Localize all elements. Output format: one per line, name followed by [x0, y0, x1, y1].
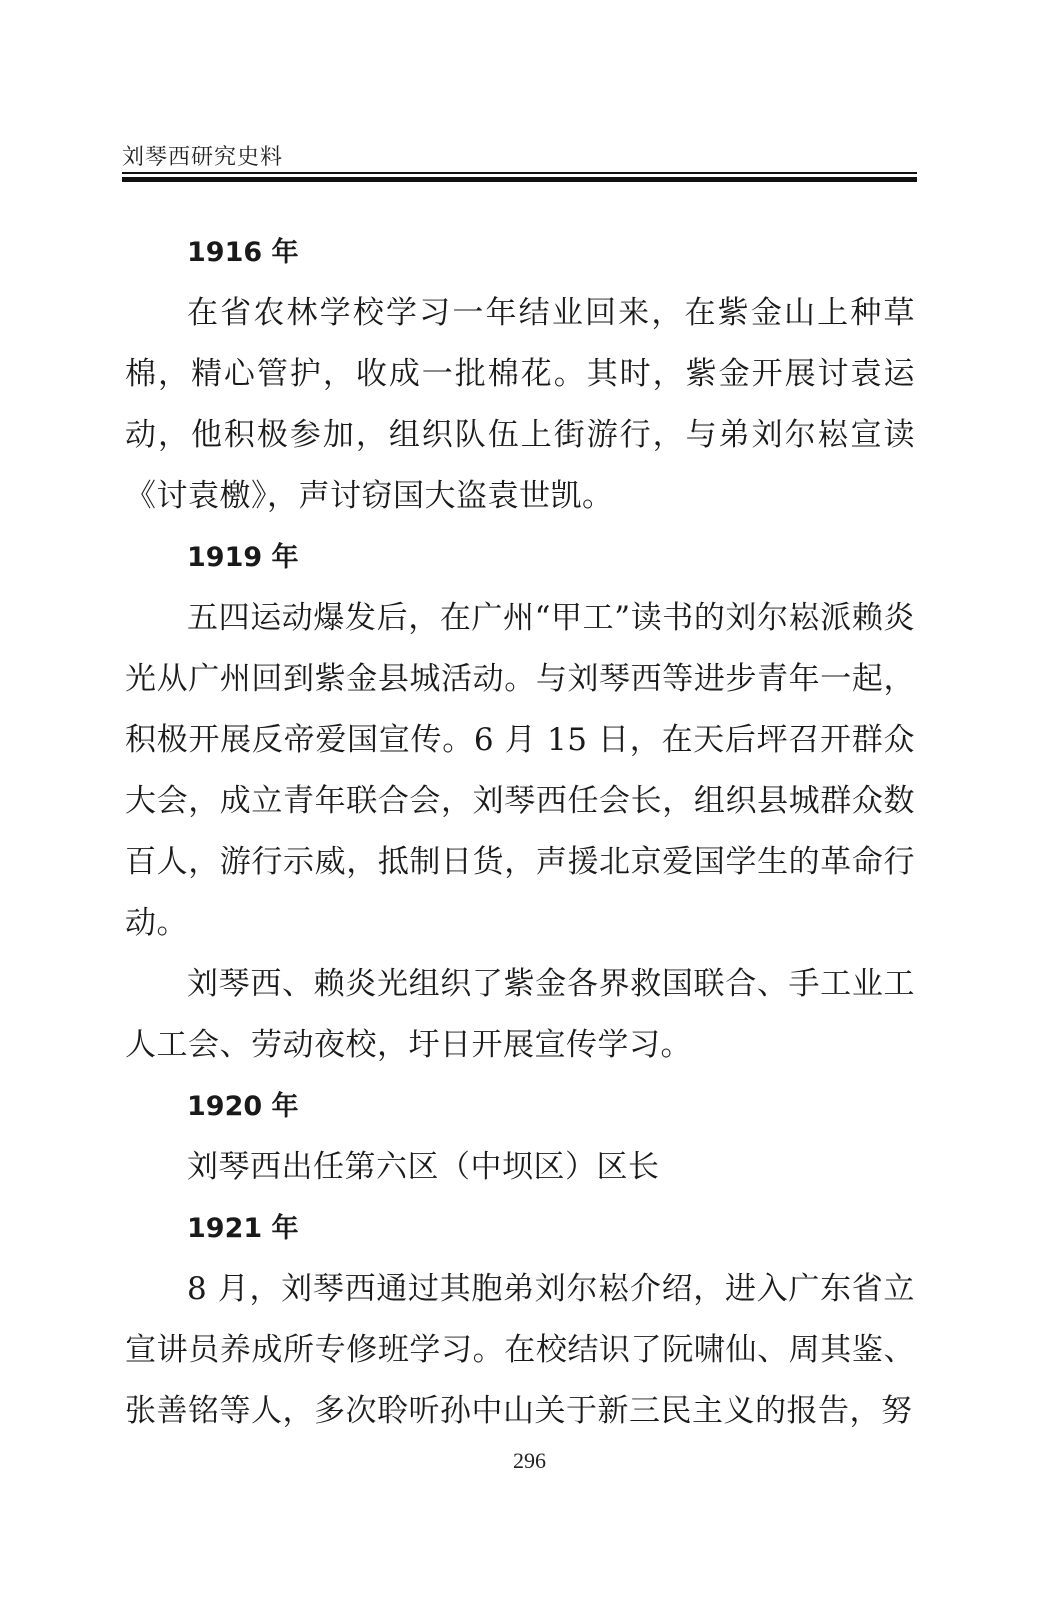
page-number: 296 — [513, 1448, 546, 1473]
year-heading: 1921 年 — [187, 1213, 299, 1244]
entry-1920 — [125, 1076, 915, 1198]
year-heading: 1916 年 — [187, 237, 299, 268]
paragraph: 在省农林学校学习一年结业回来，在紫金山上种草棉，精心管护，收成一批棉花。其时，紫金开展讨袁运动，他积极参加，组织队伍上街游行，与弟刘尔崧宣读《讨袁檄》，声讨窃国大盗袁世凯。 — [125, 295, 915, 514]
year-heading: 1919 年 — [187, 542, 299, 573]
year-heading: 1920 年 — [187, 1091, 299, 1122]
header-rule-thin — [122, 172, 917, 174]
paragraph: 8 月，刘琴西通过其胞弟刘尔崧介绍，进入广东省立宣讲员养成所专修班学习。在校结识了阮啸仙、周其鉴、张善铭等人，多次聆听孙中山关于新三民主义的报告，努 — [125, 1271, 915, 1429]
paragraph: 刘琴西出任第六区（中坝区）区长 — [187, 1149, 660, 1185]
entry-1916 — [125, 222, 915, 527]
entry-1919 — [125, 527, 915, 1076]
running-header: 刘琴西研究史料 — [122, 145, 284, 170]
paragraph: 五四运动爆发后，在广州“甲工”读书的刘尔崧派赖炎光从广州回到紫金县城活动。与刘琴西等进步青年一起，积极开展反帝爱国宣传。6 月 15 日，在天后坪召开群众大会，成立青年联合会，刘琴西任会长，组织县城群众数百人，游行示威，抵制日货，声援北京爱国学生的革命行动。 — [125, 600, 915, 941]
entry-1921 — [125, 1198, 915, 1442]
header-rule-thick — [122, 177, 917, 182]
page-body — [125, 222, 915, 1442]
paragraph: 刘琴西、赖炎光组织了紫金各界救国联合、手工业工人工会、劳动夜校，圩日开展宣传学习。 — [125, 966, 915, 1063]
